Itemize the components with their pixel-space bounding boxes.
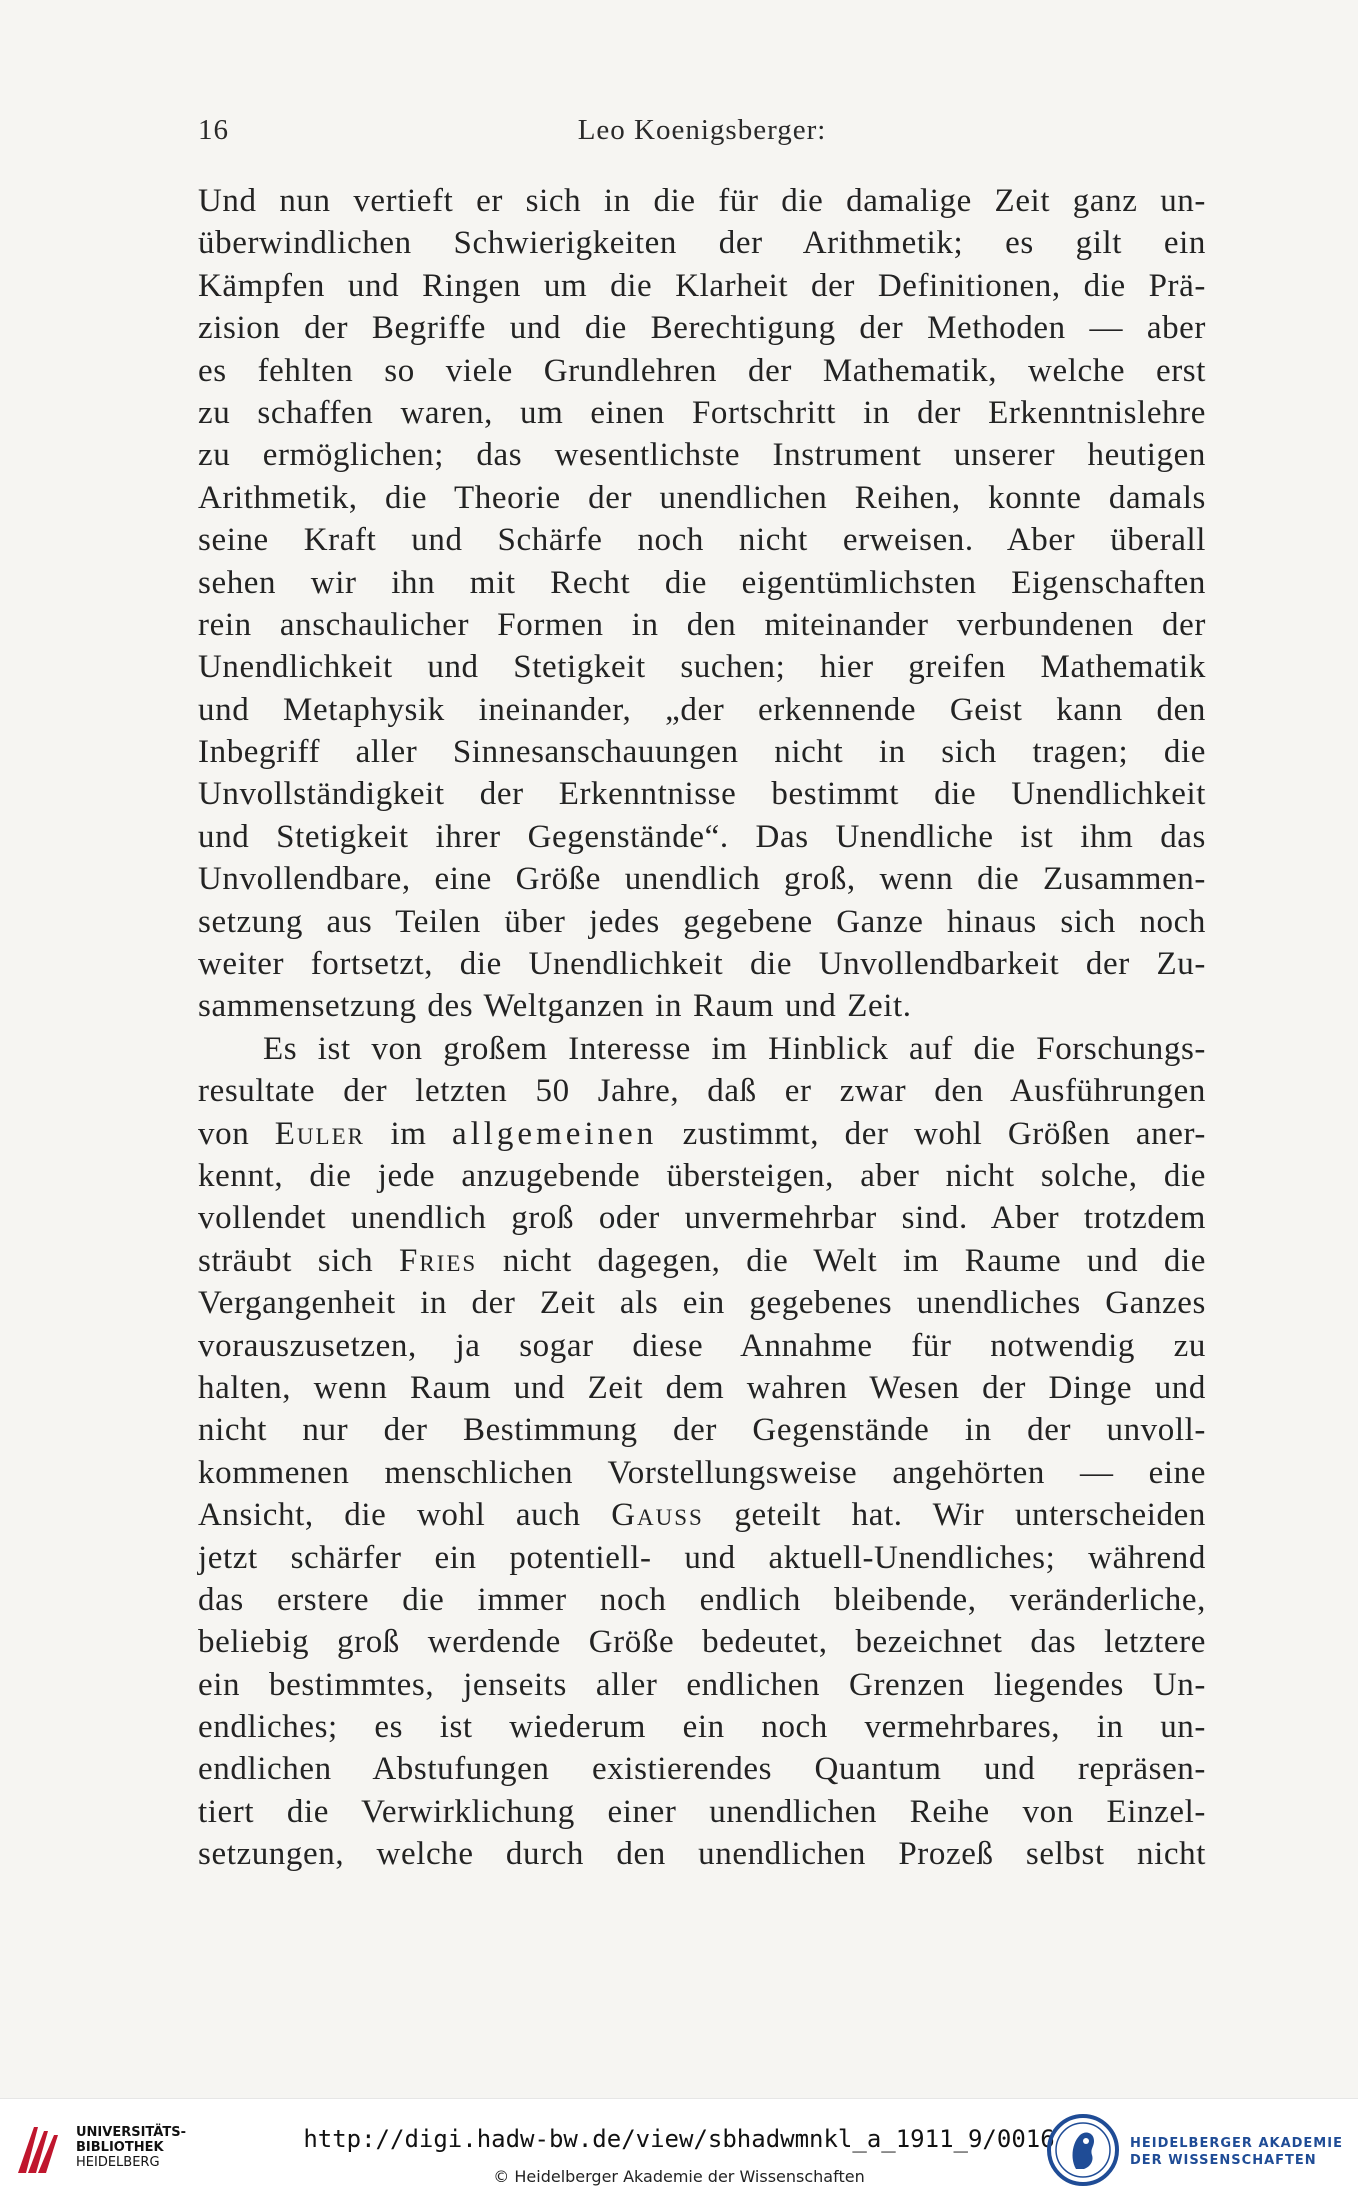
text-line: sehen wir ihn mit Recht die eigentümlichsten Eigenschaften bbox=[198, 564, 1206, 601]
text-line: ein bestimmtes, jenseits aller endlichen Grenzen liegendes Un- bbox=[198, 1666, 1206, 1703]
text-line: zision der Begriffe und die Berechtigung der Methoden — aber bbox=[198, 310, 1206, 347]
text-line: es fehlten so viele Grundlehren der Mathematik, welche erst bbox=[198, 352, 1206, 389]
text-line bbox=[198, 1113, 1206, 1155]
text-line: tiert die Verwirklichung einer unendlichen Reihe von Einzel- bbox=[198, 1793, 1206, 1830]
text-line: das erstere die immer noch endlich bleibende, veränderliche, bbox=[198, 1581, 1206, 1618]
text-line: Es ist von großem Interesse im Hinblick auf die Forschungs- bbox=[263, 1030, 1206, 1067]
running-head: Leo Koenigsberger: bbox=[577, 114, 827, 146]
spaced-emphasis: allgemeinen bbox=[451, 1115, 658, 1152]
small-caps-name: Gauss bbox=[611, 1497, 704, 1534]
text-line: vorauszusetzen, ja sogar diese Annahme für notwendig zu bbox=[198, 1327, 1206, 1364]
text-line: überwindlichen Schwierigkeiten der Arithmetik; es gilt ein bbox=[198, 225, 1206, 262]
library-line-1: UNIVERSITÄTS- bbox=[76, 2125, 186, 2140]
text-line: weiter fortsetzt, die Unendlichkeit die Unvollendbarkeit der Zu- bbox=[198, 946, 1206, 983]
text-line: sammensetzung des Weltganzen in Raum und Zeit. bbox=[198, 988, 912, 1025]
text-line: beliebig groß werdende Größe bedeutet, bezeichnet das letztere bbox=[198, 1624, 1206, 1661]
text-line: und Stetigkeit ihrer Gegenstände“. Das Unendliche ist ihm das bbox=[198, 818, 1206, 855]
text-run: geteilt hat. Wir unterscheiden bbox=[703, 1497, 1206, 1534]
text-line: endliches; es ist wiederum ein noch vermehrbares, in un- bbox=[198, 1709, 1206, 1746]
academy-line-2: DER WISSENSCHAFTEN bbox=[1130, 2153, 1317, 2168]
text-run: sträubt sich bbox=[198, 1242, 399, 1279]
library-line-3: HEIDELBERG bbox=[76, 2155, 160, 2170]
text-line: Und nun vertieft er sich in die für die damalige Zeit ganz un- bbox=[198, 183, 1206, 219]
text-line: setzungen, welche durch den unendlichen Prozeß selbst nicht bbox=[198, 1836, 1206, 1873]
academy-name bbox=[1130, 2135, 1343, 2169]
text-line: seine Kraft und Schärfe noch nicht erweisen. Aber überall bbox=[198, 522, 1206, 559]
small-caps-name: Fries bbox=[398, 1242, 478, 1279]
text-line: halten, wenn Raum und Zeit dem wahren Wesen der Dinge und bbox=[198, 1369, 1206, 1406]
text-line: vollendet unendlich groß oder unvermehrbar sind. Aber trotzdem bbox=[198, 1200, 1206, 1237]
text-line: Unvollendbare, eine Größe unendlich groß, wenn die Zusammen- bbox=[198, 861, 1206, 898]
permalink-url[interactable]: http://digi.hadw-bw.de/view/sbhadwmnkl_a_1911_9/0016 bbox=[303, 2125, 1055, 2153]
text-line: Unendlichkeit und Stetigkeit suchen; hier greifen Mathematik bbox=[198, 649, 1206, 686]
text-run: nicht dagegen, die Welt im Raume und die bbox=[477, 1242, 1207, 1279]
text-line: kommenen menschlichen Vorstellungsweise angehörten — eine bbox=[198, 1454, 1206, 1491]
text-line: Kämpfen und Ringen um die Klarheit der Definitionen, die Prä- bbox=[198, 267, 1206, 304]
library-line-2: BIBLIOTHEK bbox=[76, 2140, 164, 2155]
footer-bar bbox=[0, 2098, 1358, 2201]
text-line: setzung aus Teilen über jedes gegebene Ganze hinaus sich noch bbox=[198, 903, 1206, 940]
text-line: zu schaffen waren, um einen Fortschritt in der Erkenntnislehre bbox=[198, 394, 1206, 431]
page-number: 16 bbox=[198, 114, 229, 146]
page-header bbox=[198, 114, 1206, 154]
text-line bbox=[198, 1494, 1206, 1536]
text-line: Inbegriff aller Sinnesanschauungen nicht in sich tragen; die bbox=[198, 734, 1206, 771]
text-line: rein anschaulicher Formen in den miteinander verbundenen der bbox=[198, 606, 1206, 643]
small-caps-name: Euler bbox=[274, 1115, 365, 1152]
academy-line-1: HEIDELBERGER AKADEMIE bbox=[1130, 2136, 1343, 2151]
text-line: nicht nur der Bestimmung der Gegenstände in der unvoll- bbox=[198, 1412, 1206, 1449]
body-text bbox=[198, 180, 1206, 1876]
text-line: Unvollständigkeit der Erkenntnisse bestimmt die Unendlichkeit bbox=[198, 776, 1206, 813]
text-run: von bbox=[198, 1115, 275, 1152]
text-run: im bbox=[364, 1115, 452, 1152]
copyright-notice: © Heidelberger Akademie der Wissenschaften bbox=[493, 2167, 865, 2186]
text-run: zustimmt, der wohl Größen aner- bbox=[657, 1115, 1206, 1152]
text-line: endlichen Abstufungen existierendes Quantum und repräsen- bbox=[198, 1751, 1206, 1788]
text-line: Vergangenheit in der Zeit als ein gegebenes unendliches Ganzes bbox=[198, 1285, 1206, 1322]
text-line: Arithmetik, die Theorie der unendlichen Reihen, konnte damals bbox=[198, 479, 1206, 516]
text-run: Ansicht, die wohl auch bbox=[198, 1497, 612, 1534]
text-line: zu ermöglichen; das wesentlichste Instrument unserer heutigen bbox=[198, 437, 1206, 474]
academy-seal-icon[interactable] bbox=[1046, 2113, 1120, 2187]
text-line: kennt, die jede anzugebende übersteigen, aber nicht solche, die bbox=[198, 1157, 1206, 1194]
text-line: und Metaphysik ineinander, „der erkennende Geist kann den bbox=[198, 691, 1206, 728]
text-line bbox=[198, 1240, 1206, 1282]
text-line: jetzt schärfer ein potentiell- und aktuell-Unendliches; während bbox=[198, 1539, 1206, 1576]
text-line: resultate der letzten 50 Jahre, daß er zwar den Ausführungen bbox=[198, 1073, 1206, 1110]
